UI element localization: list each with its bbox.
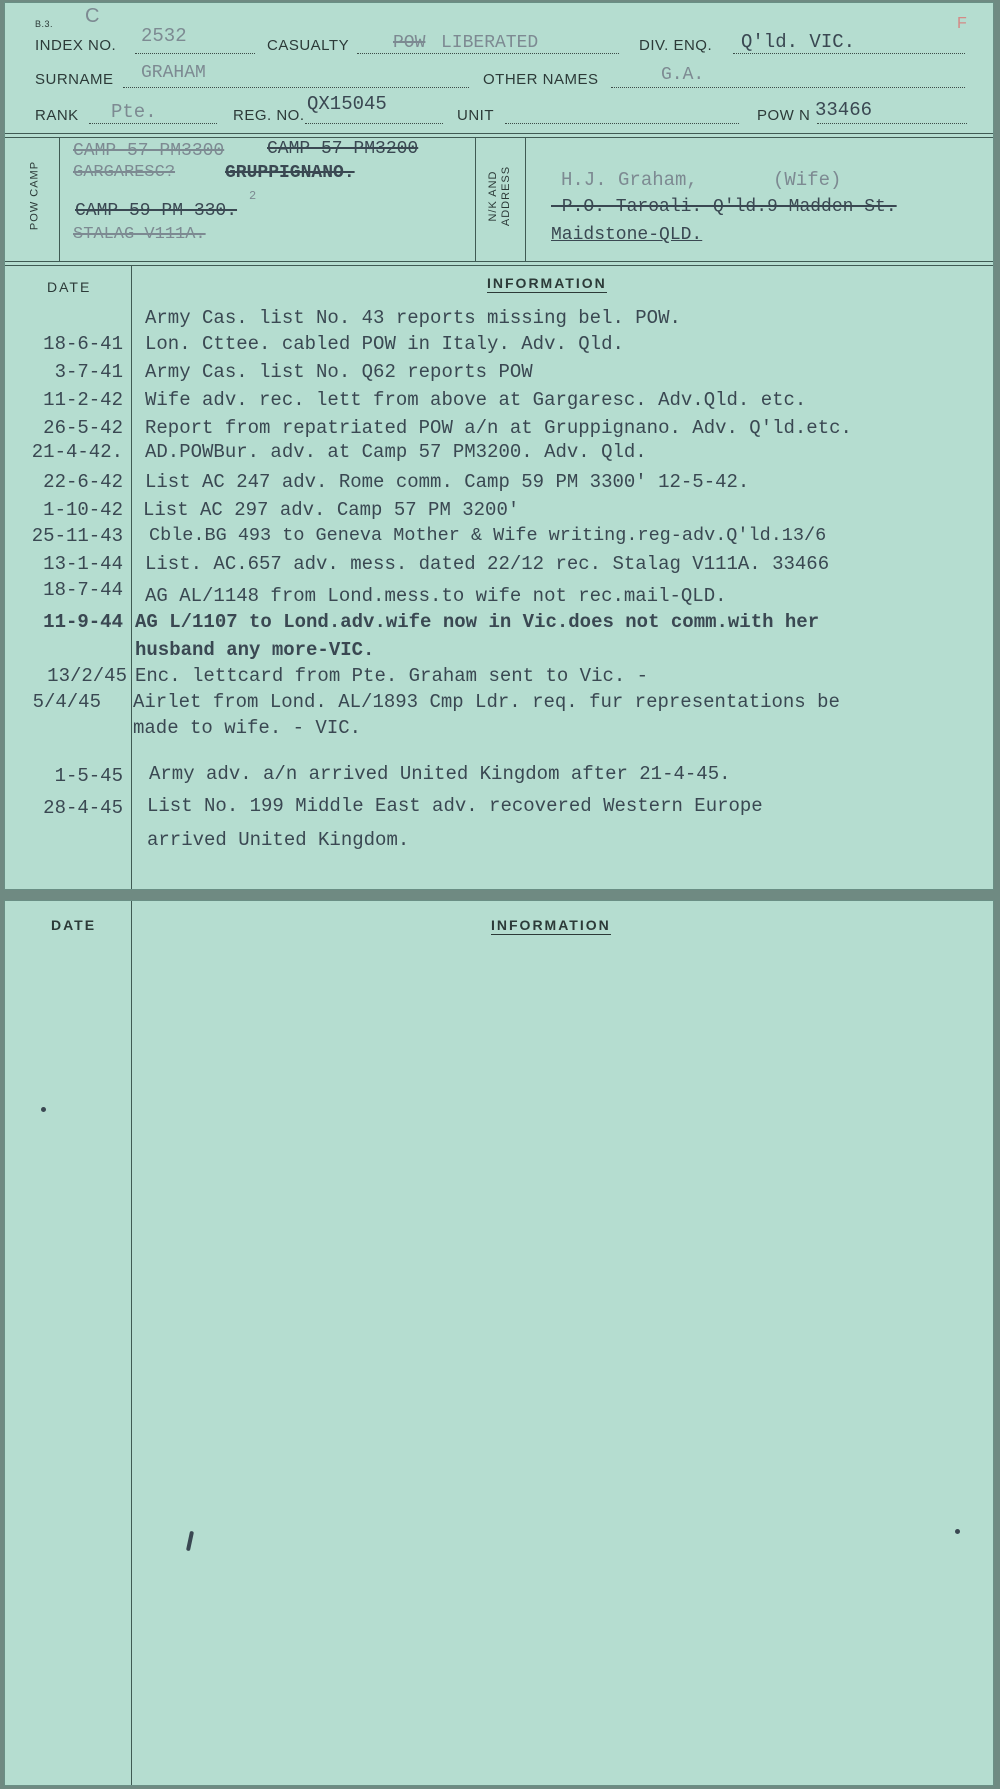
- index-value: 2532: [141, 25, 187, 47]
- entry-16-cont: arrived United Kingdom.: [147, 829, 410, 851]
- reg-no-label: REG. NO.: [233, 107, 305, 124]
- casualty-label: CASUALTY: [267, 37, 350, 54]
- camp-line1b: CAMP 57 PM3200: [267, 139, 419, 159]
- record-card-front: [4, 2, 994, 890]
- index-dots: [135, 53, 255, 54]
- index-label: INDEX NO.: [35, 37, 117, 54]
- unit-label: UNIT: [457, 107, 494, 124]
- date-column-divider: [131, 265, 132, 890]
- nk-relation: (Wife): [773, 169, 842, 191]
- back-date-column-divider: [131, 901, 132, 1786]
- nk-label-line2: ADDRESS: [500, 165, 512, 227]
- entry-5-date: 26-5-42: [43, 417, 123, 439]
- top-box-rule: [5, 133, 994, 138]
- entry-16-date: 28-4-45: [43, 797, 123, 819]
- nk-label-divider: [525, 137, 526, 261]
- casualty-dots: [357, 53, 619, 54]
- surname-dots: [123, 87, 469, 88]
- record-card-back: [4, 900, 994, 1786]
- rank-value: Pte.: [111, 101, 157, 123]
- entry-14-text: Airlet from Lond. AL/1893 Cmp Ldr. req. fur representations be: [133, 691, 840, 713]
- entry-11-text: AG AL/1148 from Lond.mess.to wife not rec.mail-QLD.: [145, 585, 727, 607]
- entry-11-date: 18-7-44: [43, 579, 123, 601]
- reg-no-dots: [305, 123, 443, 124]
- camp-line2: GARGARESC?: [73, 163, 176, 182]
- entry-15-date: 1-5-45: [54, 765, 123, 787]
- pow-no-label: POW N: [757, 107, 811, 124]
- entry-9-text: Cble.BG 493 to Geneva Mother & Wife writing.reg-adv.Q'ld.13/6: [149, 525, 827, 546]
- casualty-value: LIBERATED: [441, 33, 539, 53]
- entry-6-text: AD.POWBur. adv. at Camp 57 PM3200. Adv. Qld.: [145, 441, 647, 463]
- nk-label-line1: N/K AND: [487, 170, 499, 222]
- camp-line2b: GRUPPIGNANO.: [225, 163, 355, 183]
- handwritten-f: F: [957, 15, 967, 32]
- div-enq-label: DIV. ENQ.: [639, 37, 713, 54]
- pow-no-dots: [817, 123, 967, 124]
- entry-12-date: 11-9-44: [43, 611, 123, 633]
- handwritten-c: C: [85, 5, 100, 27]
- rank-dots: [89, 123, 217, 124]
- paper-speck: [41, 1107, 46, 1112]
- entry-13-date: 13/2/45: [47, 665, 127, 687]
- casualty-struck: POW: [393, 33, 426, 53]
- nk-address-struck: -P.O.-Taroali.-Q'ld.9 Madden-St.: [551, 197, 897, 217]
- nk-name: H.J. Graham,: [561, 169, 698, 191]
- entry-10-text: List. AC.657 adv. mess. dated 22/12 rec. Stalag V111A. 33466: [145, 553, 830, 575]
- entry-13-text: Enc. lettcard from Pte. Graham sent to Vic. -: [135, 665, 649, 687]
- other-names-dots: [611, 87, 965, 88]
- camp-label-divider: [59, 137, 60, 261]
- entry-16-text: List No. 199 Middle East adv. recovered Western Europe: [147, 795, 763, 817]
- entry-10-date: 13-1-44: [43, 553, 123, 575]
- information-header: INFORMATION: [487, 275, 607, 291]
- entry-15-text: Army adv. a/n arrived United Kingdom after 21-4-45.: [149, 763, 731, 785]
- nk-address-current: Maidstone-QLD.: [551, 225, 703, 245]
- camp-line1: CAMP 57 PM3300: [73, 141, 225, 161]
- camp-line3-sup: 2: [249, 189, 257, 203]
- camp-line4: STALAG V111A.: [73, 225, 206, 244]
- entry-3-date: 3-7-41: [54, 361, 123, 383]
- paper-speck-2: [955, 1529, 960, 1534]
- entry-12-cont: husband any more-VIC.: [135, 639, 375, 661]
- surname-label: SURNAME: [35, 71, 114, 88]
- rank-label: RANK: [35, 107, 79, 124]
- pow-no-value: 33466: [815, 99, 873, 121]
- nk-address-label: [487, 146, 513, 246]
- entry-7-date: 22-6-42: [43, 471, 123, 493]
- div-enq-dots: [733, 53, 965, 54]
- entry-1-text: Army Cas. list No. 43 reports missing bel. POW.: [145, 307, 681, 329]
- back-information-header: INFORMATION: [491, 917, 611, 933]
- back-date-header: DATE: [51, 917, 97, 933]
- other-names-label: OTHER NAMES: [483, 71, 599, 88]
- entry-5-text: Report from repatriated POW a/n at Gruppignano. Adv. Q'ld.etc.: [145, 417, 852, 439]
- entry-4-date: 11-2-42: [43, 389, 123, 411]
- other-names-value: G.A.: [661, 65, 705, 85]
- entry-12-text: AG L/1107 to Lond.adv.wife now in Vic.does not comm.with her: [135, 611, 820, 633]
- unit-dots: [505, 123, 739, 124]
- entry-3-text: Army Cas. list No. Q62 reports POW: [145, 361, 533, 383]
- entry-8-date: 1-10-42: [43, 499, 123, 521]
- entry-8-text: List AC 297 adv. Camp 57 PM 3200': [143, 499, 520, 521]
- div-enq-value: Q'ld. VIC.: [741, 31, 856, 53]
- entry-6-date: 21-4-42.: [31, 441, 123, 463]
- middle-box-rule: [5, 261, 994, 266]
- date-header: DATE: [47, 279, 92, 295]
- entry-4-text: Wife adv. rec. lett from above at Gargaresc. Adv.Qld. etc.: [145, 389, 807, 411]
- camp-nk-divider: [475, 137, 476, 261]
- entry-2-text: Lon. Cttee. cabled POW in Italy. Adv. Qld.: [145, 333, 624, 355]
- camp-line3: CAMP 59 PM 330.: [75, 201, 238, 221]
- entry-14-date: 5/4/45: [32, 691, 101, 713]
- entry-2-date: 18-6-41: [43, 333, 123, 355]
- entry-9-date: 25-11-43: [31, 525, 123, 547]
- paper-mark: [186, 1531, 194, 1551]
- entry-14-cont: made to wife. - VIC.: [133, 717, 362, 739]
- pow-camp-label: POW CAMP: [28, 160, 41, 231]
- surname-value: GRAHAM: [141, 63, 206, 83]
- entry-7-text: List AC 247 adv. Rome comm. Camp 59 PM 3300' 12-5-42.: [145, 471, 750, 493]
- reg-no-value: QX15045: [307, 93, 387, 115]
- card-code: B.3.: [35, 19, 54, 29]
